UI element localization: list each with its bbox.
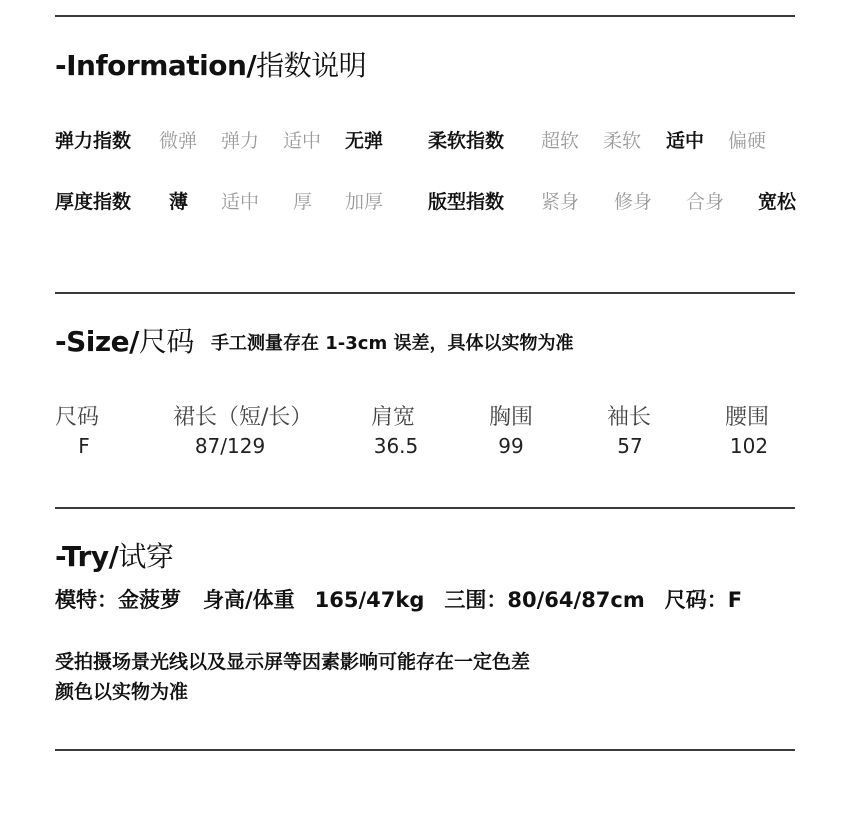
information-title-cn: 指数说明 — [256, 49, 367, 82]
try-model-name: 模特：金菠萝 — [55, 588, 181, 612]
size-header-shoulder: 肩宽 — [371, 405, 416, 430]
size-header-skirt-length: 裙长（短/长） — [173, 405, 313, 430]
option-tight: 紧身 — [541, 191, 580, 213]
try-title-en: -Try/ — [55, 540, 119, 573]
index-label-softness: 柔软指数 — [428, 130, 505, 152]
option-extra-thick: 加厚 — [345, 191, 384, 213]
size-value-skirt-length: 87/129 — [194, 434, 266, 458]
size-value-sleeve: 57 — [617, 434, 643, 458]
color-disclaimer-line2: 颜色以实物为准 — [55, 681, 189, 703]
information-title — [55, 44, 366, 84]
size-title-en: -Size/ — [55, 325, 139, 358]
try-model-info — [55, 584, 742, 614]
index-label-thickness: 厚度指数 — [55, 191, 132, 213]
divider-size-try — [55, 507, 795, 509]
option-moderate-elastic: 适中 — [283, 130, 322, 152]
size-value-shoulder: 36.5 — [373, 434, 419, 458]
option-moderate-soft-selected: 适中 — [666, 130, 705, 152]
try-title-cn: 试穿 — [118, 540, 174, 573]
information-title-en: -Information/ — [55, 49, 257, 82]
divider-top — [55, 15, 795, 17]
option-regular: 合身 — [686, 191, 725, 213]
try-height-label: 身高/体重 — [203, 588, 295, 612]
size-header-size: 尺码 — [55, 405, 100, 430]
option-micro-stretch: 微弹 — [159, 130, 198, 152]
option-slim: 修身 — [614, 191, 653, 213]
divider-bottom — [55, 749, 795, 751]
try-size-value: F — [727, 588, 743, 612]
size-title — [55, 320, 194, 360]
option-stiff: 偏硬 — [728, 130, 767, 152]
index-label-elasticity: 弹力指数 — [55, 130, 132, 152]
option-thick: 厚 — [293, 191, 313, 213]
try-title — [55, 535, 173, 575]
option-soft: 柔软 — [603, 130, 642, 152]
option-super-soft: 超软 — [541, 130, 580, 152]
option-moderate-thickness: 适中 — [221, 191, 260, 213]
try-measure-value: 80/64/87cm — [507, 588, 645, 612]
option-loose-selected: 宽松 — [758, 191, 797, 213]
size-value-bust: 99 — [498, 434, 524, 458]
size-header-waist: 腰围 — [725, 405, 770, 430]
size-measurement-note: 手工测量存在 1-3cm 误差，具体以实物为准 — [211, 333, 574, 354]
size-header-sleeve: 袖长 — [607, 405, 652, 430]
index-label-fit: 版型指数 — [428, 191, 505, 213]
color-disclaimer-line1: 受拍摄场景光线以及显示屏等因素影响可能存在一定色差 — [55, 651, 531, 673]
try-size-label: 尺码： — [664, 588, 728, 612]
divider-info-size — [55, 292, 795, 294]
size-title-cn: 尺码 — [138, 325, 194, 358]
try-measure-label: 三围： — [444, 588, 508, 612]
size-header-bust: 胸围 — [489, 405, 534, 430]
size-value-waist: 102 — [729, 434, 769, 458]
size-value-size: F — [78, 434, 90, 458]
try-height-value: 165/47kg — [314, 588, 425, 612]
option-thin-selected: 薄 — [169, 191, 189, 213]
option-no-stretch-selected: 无弹 — [345, 130, 384, 152]
option-stretch: 弹力 — [221, 130, 260, 152]
